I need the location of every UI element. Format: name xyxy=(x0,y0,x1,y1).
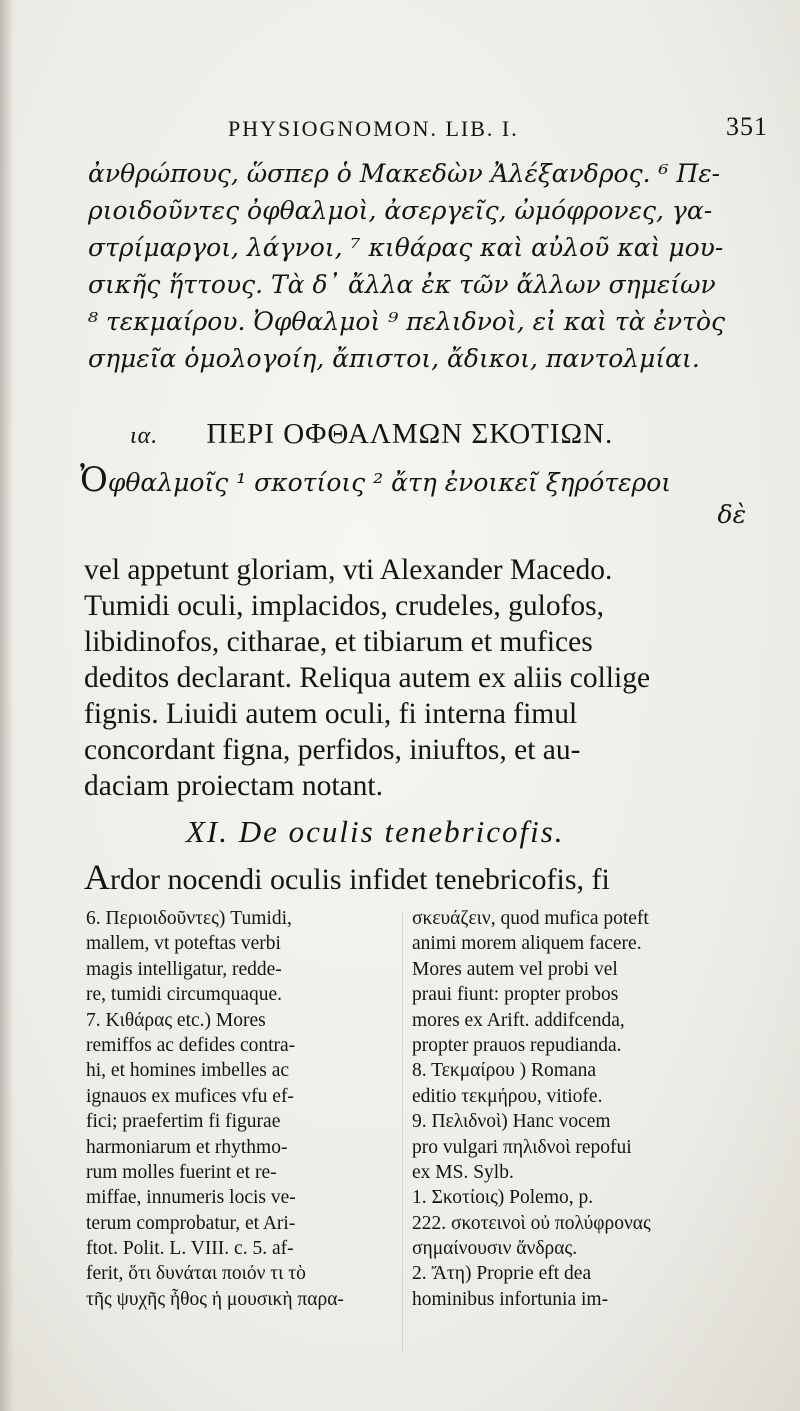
footnote-line: praui fiunt: propter probos xyxy=(412,984,619,1006)
footnote-line: 222. σκοτεινοὶ οὐ πολύφρονας xyxy=(412,1212,651,1234)
footnote-line: ignauos ex mufices vfu ef- xyxy=(86,1085,294,1107)
greek-line: ⁸ τεκμαίρου. Ὀφθαλμοὶ ⁹ πελιδνοὶ, εἰ καὶ τὰ ἐντὸς xyxy=(88,307,726,336)
footnote-line: fici; praefertim fi figurae xyxy=(86,1111,281,1133)
page-gutter-shadow xyxy=(0,0,14,1411)
footnote-line: 8. Τεκμαίρου ) Romana xyxy=(412,1060,597,1082)
latin-section-opening xyxy=(84,856,744,898)
footnote-line: 1. Σκοτίοις) Polemo, p. xyxy=(412,1187,594,1209)
footnote-line: σκευάζειν, quod mufica poteft xyxy=(412,908,649,929)
greek-line: στρίμαργοι, λάγνοι, ⁷ κιθάρας καὶ αὐλοῦ καὶ μου- xyxy=(88,233,724,262)
latin-line: deditos declarant. Reliqua autem ex aliis collige xyxy=(84,662,651,694)
footnote-line: propter prauos repudianda. xyxy=(412,1034,622,1056)
greek-section-text xyxy=(80,460,760,530)
greek-line-text: φθαλμοῖς ¹ σκοτίοις ² ἄτη ἐνοικεῖ ξηρότεροι xyxy=(107,468,672,497)
section-number: ια. xyxy=(130,423,159,449)
footnote-line: magis intelligatur, redde- xyxy=(86,958,282,980)
footnote-line: hominibus infortunia im- xyxy=(412,1288,609,1310)
latin-line: vel appetunt gloriam, vti Alexander Macedo. xyxy=(84,554,613,586)
footnote-line: σημαίνουσιν ἄνδρας. xyxy=(412,1238,578,1260)
latin-line: libidinofos, citharae, et tibiarum et mufices xyxy=(84,626,593,658)
footnote-line: harmoniarum et rhythmo- xyxy=(86,1136,288,1158)
latin-line: concordant figna, perfidos, iniuftos, et au- xyxy=(84,734,581,766)
footnote-line: 7. Κιθάρας etc.) Mores xyxy=(86,1009,266,1031)
running-header xyxy=(228,112,768,148)
greek-line: ριοιδοῦντες ὀφθαλμοὶ, ἀσεργεῖς, ὠμόφρονες, γα- xyxy=(88,196,713,225)
footnotes-left-column xyxy=(86,906,406,1312)
footnote-line: editio τεκμήρου, vitiofe. xyxy=(412,1085,603,1107)
footnote-line: mores ex Arift. addifcenda, xyxy=(412,1009,625,1031)
footnote-line: hi, et homines imbelles ac xyxy=(86,1060,290,1082)
footnote-line: pro vulgari πηλιδνοὶ repofui xyxy=(412,1136,632,1158)
footnotes-right-column xyxy=(412,906,742,1312)
latin-line: fignis. Liuidi autem oculi, fi interna fimul xyxy=(84,698,578,730)
latin-paragraph xyxy=(84,552,744,804)
latin-line-text: rdor nocendi oculis infidet tenebricofis, fi xyxy=(110,863,610,896)
footnote-line: Mores autem vel probi vel xyxy=(412,958,618,980)
greek-line xyxy=(80,460,760,500)
greek-line: σημεῖα ὁμολογοίη, ἄπιστοι, ἄδικοι, παντολμίαι. xyxy=(88,344,700,373)
footnote-line: remiffos ac defides contra- xyxy=(86,1034,296,1056)
footnote-line: ftot. Polit. L. VIII. c. 5. af- xyxy=(86,1238,294,1260)
drop-initial: A xyxy=(84,857,110,897)
greek-line: σικῆς ἥττους. Τὰ δ᾽ ἄλλα ἐκ τῶν ἄλλων σημείων xyxy=(88,270,716,299)
greek-section-heading xyxy=(130,418,770,451)
greek-paragraph xyxy=(88,155,743,377)
latin-line: daciam proiectam notant. xyxy=(84,770,383,802)
footnote-line: mallem, vt poteftas verbi xyxy=(86,933,281,955)
section-title: ΠΕΡΙ ΟΦΘΑΛΜΩΝ ΣΚΟΤΙΩΝ. xyxy=(206,418,614,450)
footnote-line: ex MS. Sylb. xyxy=(412,1161,514,1183)
latin-section-heading: XI. De oculis tenebricofis. xyxy=(186,814,565,849)
latin-line: Tumidi oculi, implacidos, crudeles, gulofos, xyxy=(84,590,605,622)
greek-line: ἀνθρώπους, ὥσπερ ὁ Μακεδὼν Ἀλέξανδρος. ⁶ Πε- xyxy=(88,159,721,188)
page-number: 351 xyxy=(726,112,768,141)
footnote-line: miffae, innumeris locis ve- xyxy=(86,1187,296,1209)
footnote-line: 9. Πελιδνοὶ) Hanc vocem xyxy=(412,1111,611,1133)
footnote-line: ferit, ὅτι δυνάται ποιόν τι τὸ xyxy=(86,1263,306,1285)
footnote-line: rum molles fuerint et re- xyxy=(86,1161,277,1183)
footnote-line: 6. Περιοιδοῦντες) Tumidi, xyxy=(86,908,292,929)
footnote-line: animi morem aliquem facere. xyxy=(412,933,642,955)
footnote-line: τῆς ψυχῆς ἦθος ἡ μουσικὴ παρα- xyxy=(86,1288,344,1310)
catchword: δὲ xyxy=(717,500,746,529)
footnote-line: 2. Ἄτη) Proprie eft dea xyxy=(412,1263,592,1285)
drop-initial: Ὀ xyxy=(80,460,108,500)
running-title: PHYSIOGNOMON. LIB. I. xyxy=(228,116,519,141)
footnote-line: terum comprobatur, et Ari- xyxy=(86,1212,296,1234)
footnote-line: re, tumidi circumquaque. xyxy=(86,984,283,1006)
